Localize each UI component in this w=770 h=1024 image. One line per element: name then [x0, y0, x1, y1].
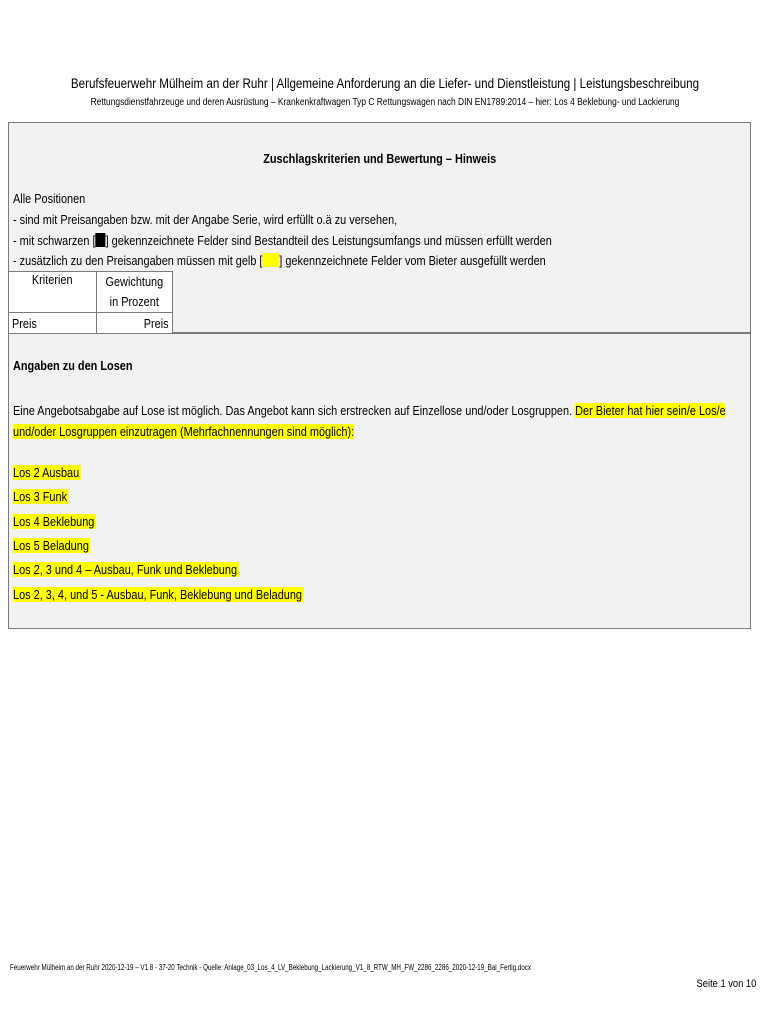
lot-option-los-2-3-4[interactable]: Los 2, 3 und 4 – Ausbau, Funk und Beklebung — [13, 562, 238, 577]
criteria-table — [8, 271, 173, 334]
document-header-title: Berufsfeuerwehr Mülheim an der Ruhr | Allgemeine Anforderung an die Liefer- und Dienstleistung | Leistungsbeschreibung — [70, 76, 700, 91]
lot-option-los-3[interactable]: Los 3 Funk — [13, 489, 68, 504]
lot-option-los-4[interactable]: Los 4 Beklebung — [13, 514, 95, 529]
criteria-line-all-positions: Alle Positionen — [13, 191, 86, 206]
lots-section-title: Angaben zu den Losen — [13, 358, 133, 373]
yellow-swatch — [262, 253, 279, 267]
criteria-line-price-info: - sind mit Preisangaben bzw. mit der Angabe Serie, wird erfüllt o.ä zu versehen, — [13, 212, 398, 227]
black-swatch — [96, 233, 106, 247]
lot-option-los-2-3-4-5[interactable]: Los 2, 3, 4, und 5 - Ausbau, Funk, Beklebung und Beladung — [13, 587, 302, 602]
lots-section — [8, 333, 751, 629]
criteria-section — [8, 122, 751, 333]
criteria-table-cell-criterion: Preis — [9, 313, 97, 334]
criteria-table-header-weight: Gewichtung in Prozent — [97, 272, 173, 313]
criteria-section-title: Zuschlagskriterien und Bewertung – Hinweis — [262, 151, 497, 166]
criteria-line-black-fields: - mit schwarzen [ ] gekennzeichnete Felder sind Bestandteil des Leistungsumfangs und müssen erfüllt werden — [13, 233, 552, 248]
document-header-subtitle: Rettungsdienstfahrzeuge und deren Ausrüstung – Krankenkraftwagen Typ C Rettungswagen nach DIN EN1789:2014 – hier: Los 4 Beklebung- und Lackierung — [90, 97, 680, 108]
lots-section-description: Eine Angebotsabgabe auf Lose ist möglich. Das Angebot kann sich erstrecken auf Einzellose und/oder Losgruppen. Der Bieter hat hier sein/e Los/e und/oder Losgruppen einzutragen (Mehrfachnennungen sind möglich): — [13, 403, 726, 439]
lots-instruction-highlight: Der Bieter hat hier sein/e Los/e und/oder Losgruppen einzutragen (Mehrfachnennungen sind möglich): — [13, 403, 726, 439]
criteria-table-cell-weight: Preis — [97, 313, 173, 334]
criteria-table-header-criteria: Kriterien — [9, 272, 97, 313]
lot-option-los-5[interactable]: Los 5 Beladung — [13, 538, 89, 553]
criteria-line-yellow-fields: - zusätzlich zu den Preisangaben müssen mit gelb [ ] gekennzeichnete Felder vom Bieter ausgefüllt werden — [13, 253, 546, 268]
footer-source: Feuerwehr Mülheim an der Ruhr 2020-12-19 – V1.8 - 37-20 Technik - Quelle: Anlage_03_Los_4_LV_Beklebung_Lackierung_V1_8_RTW_MH_FW_2286_2286_2020-12-19_Bal_Fertig.docx — [10, 963, 532, 972]
page-number: Seite 1 von 10 — [696, 978, 756, 990]
lot-option-los-2[interactable]: Los 2 Ausbau — [13, 465, 80, 480]
